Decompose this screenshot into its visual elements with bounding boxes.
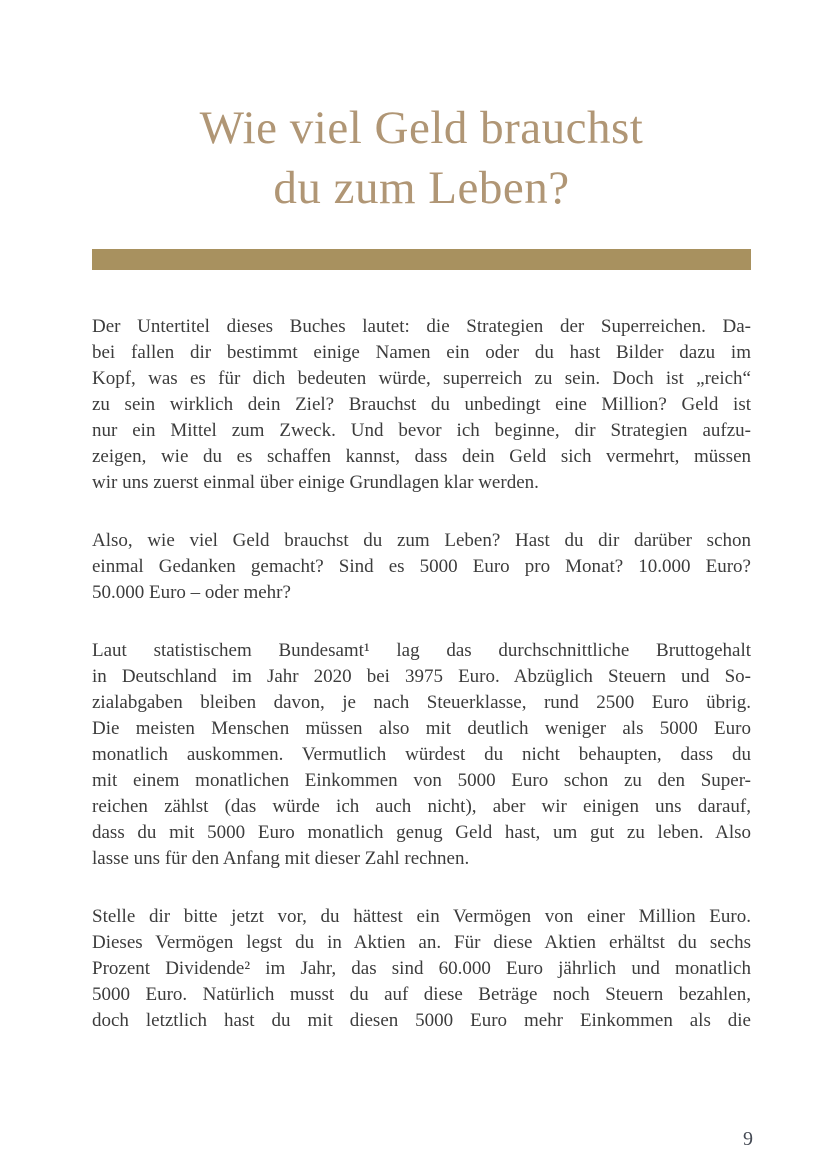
text-line: Prozent Dividende² im Jahr, das sind 60.000 Euro jährlich und monatlich xyxy=(92,958,751,979)
text-line: zeigen, wie du es schaffen kannst, dass dein Geld sich vermehrt, müssen xyxy=(92,446,751,467)
text-line: 5000 Euro. Natürlich musst du auf diese Beträge noch Steuern bezahlen, xyxy=(92,984,751,1005)
text-line: mit einem monatlichen Einkommen von 5000 Euro schon zu den Super- xyxy=(92,770,751,791)
text-line: Stelle dir bitte jetzt vor, du hättest ein Vermögen von einer Million Euro. xyxy=(92,906,751,927)
text-line: reichen zählst (das würde ich auch nicht), aber wir einigen uns darauf, xyxy=(92,796,751,817)
chapter-title-line-1: Wie viel Geld brauchst xyxy=(199,102,644,154)
text-line: wir uns zuerst einmal über einige Grundlagen klar werden. xyxy=(92,472,539,493)
text-line: nur ein Mittel zum Zweck. Und bevor ich beginne, dir Strategien aufzu- xyxy=(92,420,751,441)
text-line: Die meisten Menschen müssen also mit deutlich weniger als 5000 Euro xyxy=(92,718,751,739)
body-text xyxy=(92,314,751,1034)
chapter-title xyxy=(92,98,751,218)
text-line: bei fallen dir bestimmt einige Namen ein oder du hast Bilder dazu im xyxy=(92,342,751,363)
text-line: 50.000 Euro – oder mehr? xyxy=(92,582,291,603)
body-paragraph xyxy=(92,904,751,1034)
body-paragraph xyxy=(92,314,751,496)
text-line: zialabgaben bleiben davon, je nach Steuerklasse, rund 2500 Euro übrig. xyxy=(92,692,751,713)
text-line: zu sein wirklich dein Ziel? Brauchst du unbedingt eine Million? Geld ist xyxy=(92,394,751,415)
body-paragraph xyxy=(92,638,751,872)
text-line: Der Untertitel dieses Buches lautet: die Strategien der Superreichen. Da- xyxy=(92,316,751,337)
chapter-title-line-2: du zum Leben? xyxy=(273,162,570,214)
text-line: doch letztlich hast du mit diesen 5000 Euro mehr Einkommen als die xyxy=(92,1010,751,1031)
text-line: einmal Gedanken gemacht? Sind es 5000 Euro pro Monat? 10.000 Euro? xyxy=(92,556,751,577)
page-number: 9 xyxy=(743,1128,753,1150)
text-line: lasse uns für den Anfang mit dieser Zahl rechnen. xyxy=(92,848,470,869)
text-line: dass du mit 5000 Euro monatlich genug Geld hast, um gut zu leben. Also xyxy=(92,822,751,843)
body-paragraph xyxy=(92,528,751,606)
text-line: Laut statistischem Bundesamt¹ lag das durchschnittliche Bruttogehalt xyxy=(92,640,751,661)
section-divider-bar xyxy=(92,249,751,270)
text-line: in Deutschland im Jahr 2020 bei 3975 Euro. Abzüglich Steuern und So- xyxy=(92,666,751,687)
text-line: monatlich auskommen. Vermutlich würdest du nicht behaupten, dass du xyxy=(92,744,751,765)
text-line: Also, wie viel Geld brauchst du zum Leben? Hast du dir darüber schon xyxy=(92,530,751,551)
page-content xyxy=(92,0,751,1034)
text-line: Dieses Vermögen legst du in Aktien an. Für diese Aktien erhältst du sechs xyxy=(92,932,751,953)
text-line: Kopf, was es für dich bedeuten würde, superreich zu sein. Doch ist „reich“ xyxy=(92,368,751,389)
